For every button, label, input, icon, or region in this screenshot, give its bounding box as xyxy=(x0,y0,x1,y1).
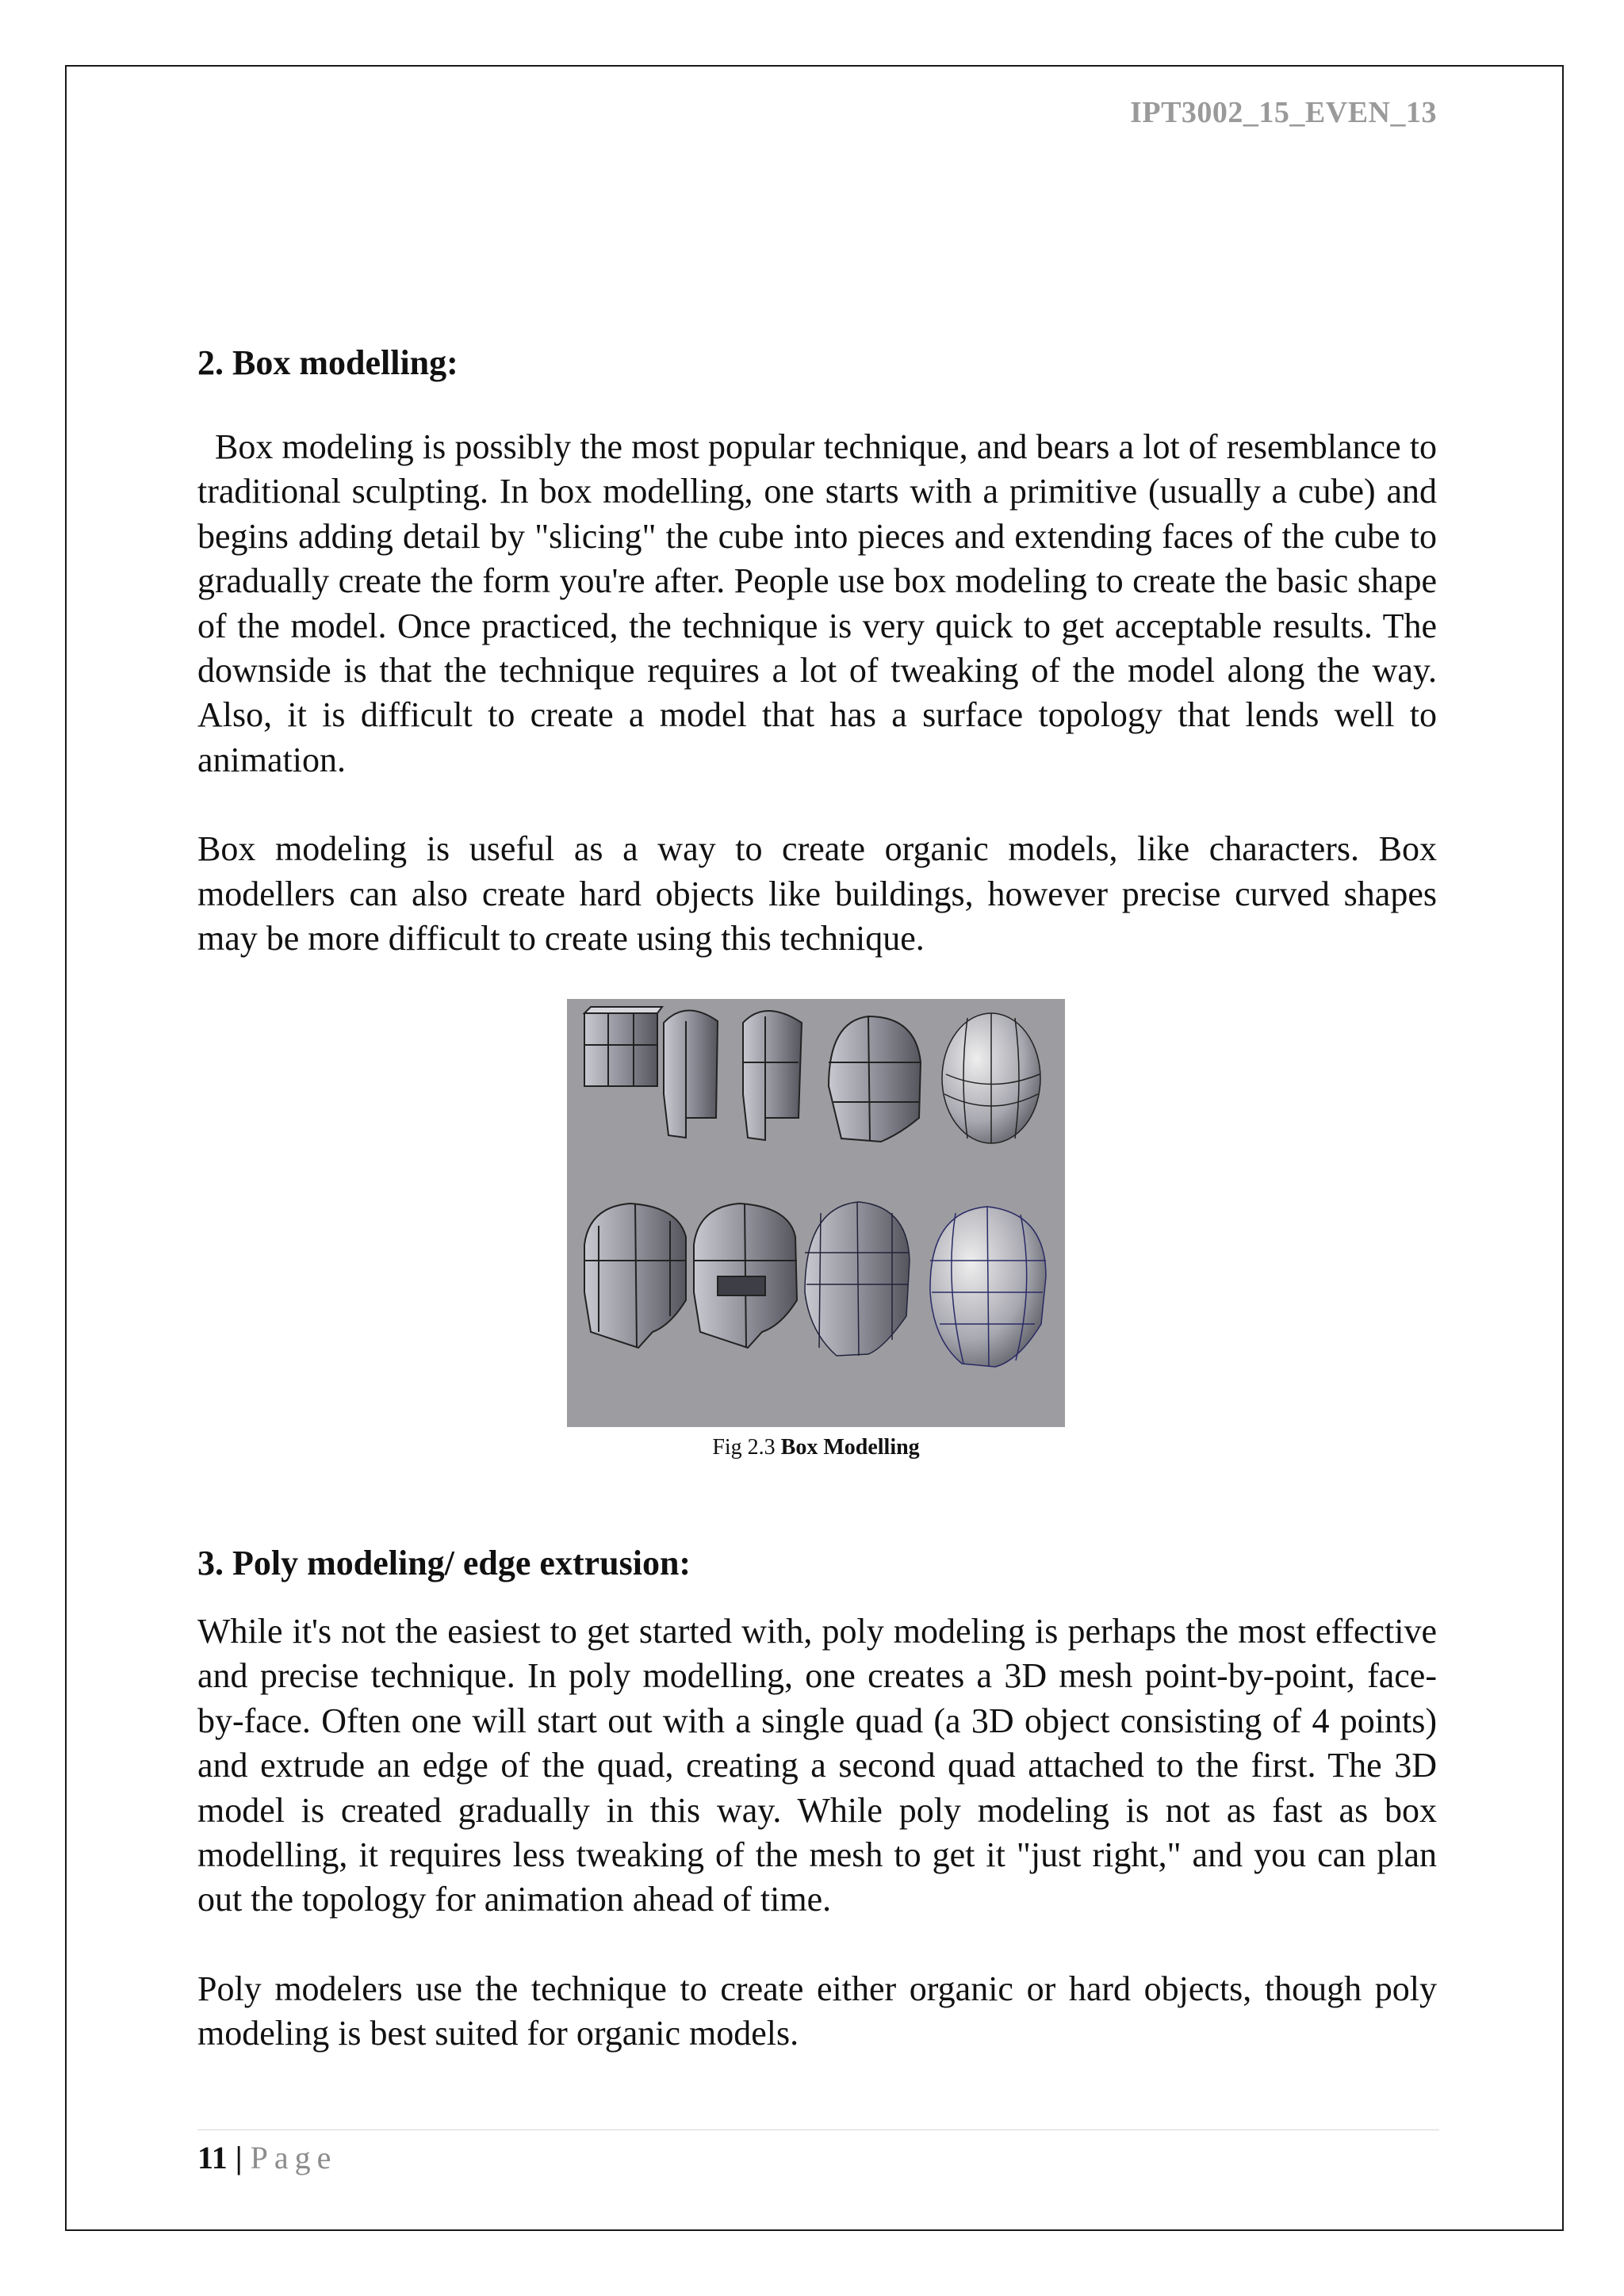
caption-title: Box Modelling xyxy=(780,1435,920,1460)
document-code: IPT3002_15_EVEN_13 xyxy=(1130,96,1437,129)
box-modelling-body xyxy=(197,425,1437,961)
figure xyxy=(567,999,1065,1462)
footer-separator: | xyxy=(235,2140,243,2175)
section-heading: 3. Poly modeling/ edge extrusion: xyxy=(197,1544,691,1582)
page-footer xyxy=(197,2139,337,2177)
page-label: Page xyxy=(250,2140,338,2175)
caption-prefix: Fig 2.3 xyxy=(712,1435,776,1460)
poly-modeling-body xyxy=(197,1609,1437,2057)
page-number: 11 xyxy=(197,2140,228,2175)
section-heading: 2. Box modelling: xyxy=(197,343,458,382)
box-modelling-image xyxy=(567,999,1065,1427)
figure-caption xyxy=(567,1433,1065,1462)
paragraph: Box modeling is possibly the most popular technique, and bears a lot of resemblance to traditional sculpting. In box modelling, one starts with a primitive (usually a cube) and begins adding detail by "slicing" the cube into pieces and extending faces of the cube to gradually create the form you're after. People use box modeling to create the basic shape of the model. Once practiced, the technique is very quick to get acceptable results. The downside is that the technique requires a lot of tweaking of the model along the way. Also, it is difficult to create a model that has a surface topology that lends well to animation. xyxy=(197,427,1437,779)
section-box-modelling xyxy=(197,341,1437,385)
paragraph: While it's not the easiest to get started with, poly modeling is perhaps the most effective and precise technique. In poly modelling, one creates a 3D mesh point-by-point, face-by-face. Often one will start out with a single quad (a 3D object consisting of 4 points) and extrude an edge of the quad, creating a second quad attached to the first. The 3D model is created gradually in this way. While poly modeling is not as fast as box modelling, it requires less tweaking of the mesh to get it "just right," and you can plan out the topology for animation ahead of time. xyxy=(197,1612,1437,1919)
paragraph: Box modeling is useful as a way to create organic models, like characters. Box modellers can also create hard objects like buildings, however precise curved shapes may be more difficult to create using this technique. xyxy=(197,829,1437,959)
section-poly-modeling xyxy=(197,1541,1437,1586)
paragraph: Poly modelers use the technique to create either organic or hard objects, though poly modeling is best suited for organic models. xyxy=(197,1969,1437,2053)
